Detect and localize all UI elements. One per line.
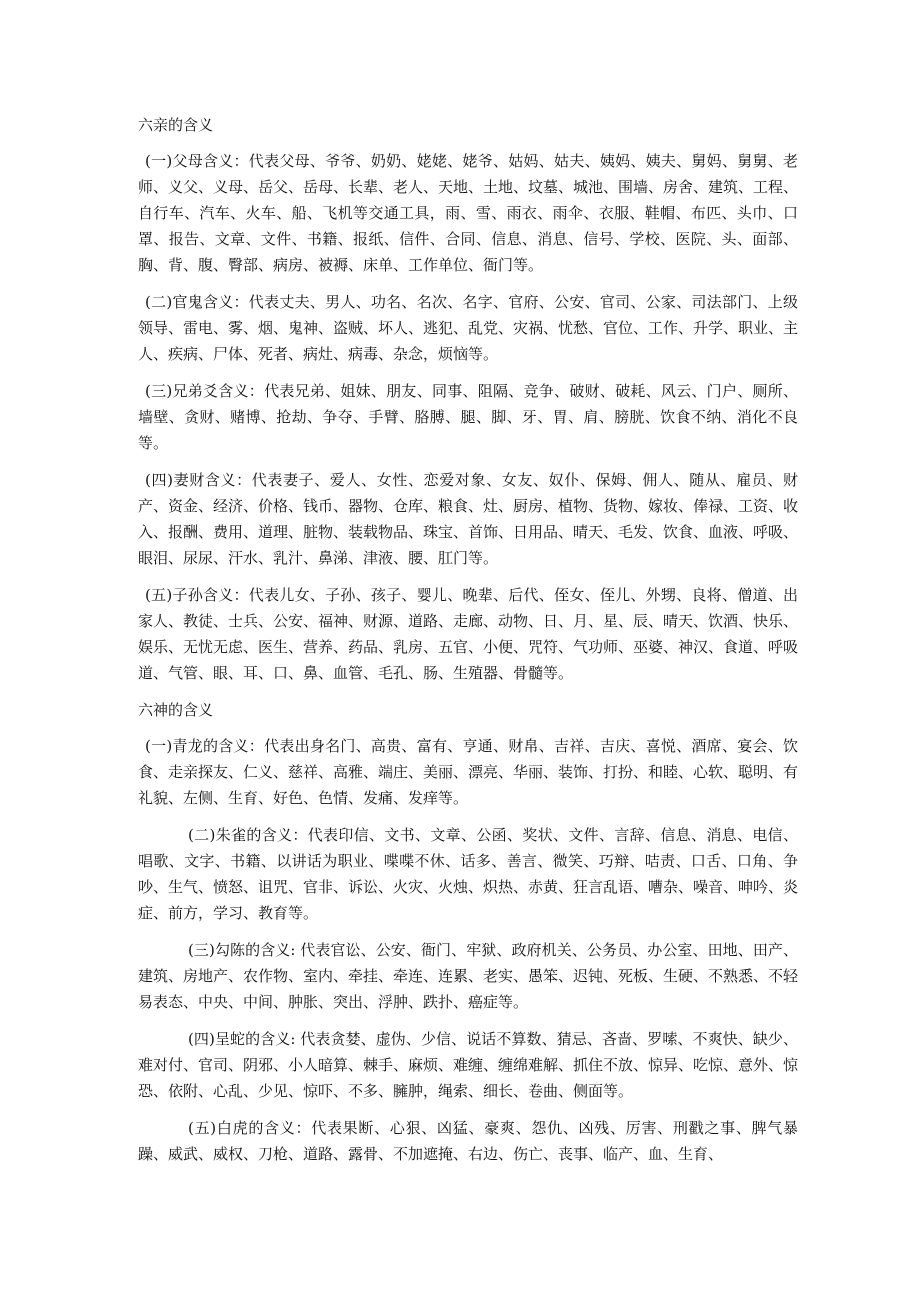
paragraph-zhuque: (二)朱雀的含义：代表印信、文书、文章、公函、奖状、文件、言辞、信息、消息、电信、唱歌、文字、书籍、以讲话为职业、喋喋不休、话多、善言、微笑、巧辩、咭责、口舌、口角、争吵、生气、愤怒、诅咒、官非、诉讼、火灾、火烛、炽热、赤黄、狂言乱语、嘈杂、噪音、呻吟、炎症、前方，学习、教育等。 (138, 826, 799, 922)
paragraph-qicai: (四)妻财含义：代表妻子、爱人、女性、恋爱对象、女友、奴仆、保姆、佣人、随从、雇员、财产、资金、经济、价格、钱币、器物、仓库、粮食、灶、厨房、植物、货物、嫁妆、俸禄、工资、收入、报酬、费用、道理、脏物、装载物品、珠宝、首饰、日用品、晴天、毛发、饮食、血液、呼吸、眼泪、尿尿、汗水、乳汁、鼻涕、津液、腰、肛门等。 (138, 471, 799, 567)
paragraph-qinglong: (一)青龙的含义：代表出身名门、高贵、富有、亨通、财帛、吉祥、吉庆、喜悦、酒席、宴会、饮食、走亲探友、仁义、慈祥、高雅、端庄、美丽、漂亮、华丽、装饰、打扮、和睦、心软、聪明、有礼貌、左侧、生育、好色、色情、发痛、发痒等。 (138, 737, 799, 807)
paragraph-baihu: (五)白虎的含义：代表果断、心狠、凶猛、豪爽、怨仇、凶残、厉害、刑戳之事、脾气暴躁、威武、威权、刀枪、道路、露骨、不加遮掩、右边、伤亡、丧事、临产、血、生育、 (138, 1119, 798, 1163)
paragraph-zisun: (五)子孙含义：代表儿女、子孙、孩子、婴儿、晚辈、后代、侄女、侄儿、外甥、良将、僧道、出家人、教徒、士兵、公安、福神、财源、道路、走廊、动物、日、月、星、辰、晴天、饮酒、快乐、娱乐、无忧无虑、医生、营养、药品、乳房、五官、小便、咒符、气功师、巫婆、神汉、食道、呼吸道、气管、眼、耳、口、鼻、血管、毛孔、肠、生殖器、骨髓等。 (138, 586, 799, 682)
document-page (138, 112, 798, 1178)
section-title-liushen: 六神的含义 (138, 701, 214, 719)
paragraph-tengshe: (四)呈蛇的含义: 代表贪婪、虚伪、少信、说话不算数、猜忌、吝啬、罗嗦、不爽快、缺少、难对付、官司、阴邪、小人暗算、棘手、麻烦、难缠、缠绵难解、抓住不放、惊异、吃惊、意外、惊恐、依附、心乱、少见、惊吓、不多、臃肿，绳索、细长、卷曲、侧面等。 (138, 1030, 799, 1100)
paragraph-xiongdi: (三)兄弟爻含义：代表兄弟、姐妹、朋友、同事、阻隔、竞争、破财、破耗、风云、门户、厕所、墙壁、贪财、赌博、抢劫、争夺、手臂、胳膊、腿、脚、牙、胃、肩、膀胱、饮食不纳、消化不良等。 (138, 382, 798, 452)
paragraph-guangui: (二)官鬼含义：代表丈夫、男人、功名、名次、名字、官府、公安、官司、公家、司法部门、上级领导、雷电、雾、烟、鬼神、盗贼、坏人、逃犯、乱党、灾祸、忧愁、官位、工作、升学、职业、主人、疾病、尸体、死者、病灶、病毒、杂念，烦恼等。 (138, 293, 799, 363)
section-title-liuqin: 六亲的含义 (138, 116, 214, 134)
paragraph-fumu: (一)父母含义：代表父母、爷爷、奶奶、姥姥、姥爷、姑妈、姑夫、姨妈、姨夫、舅妈、舅舅、老师、义父、义母、岳父、岳母、长辈、老人、天地、土地、坟墓、城池、围墙、房舍、建筑、工程、自行车、汽车、火车、船、飞机等交通工具，雨、雪、雨衣、雨伞、衣服、鞋帽、布匹、头巾、口罩、报告、文章、文件、书籍、报纸、信件、合同、信息、消息、信号、学校、医院、头、面部、胸、背、腹、臀部、病房、被褥、床单、工作单位、衙门等。 (138, 152, 799, 274)
paragraph-gouchen: (三)勾陈的含义: 代表官讼、公安、衙门、牢狱、政府机关、公务员、办公室、田地、田产、建筑、房地产、农作物、室内、牵挂、牵连、连累、老实、愚笨、迟钝、死板、生硬、不熟悉、不轻易表态、中央、中间、肿胀、突出、浮肿、跌扑、癌症等。 (138, 941, 799, 1011)
